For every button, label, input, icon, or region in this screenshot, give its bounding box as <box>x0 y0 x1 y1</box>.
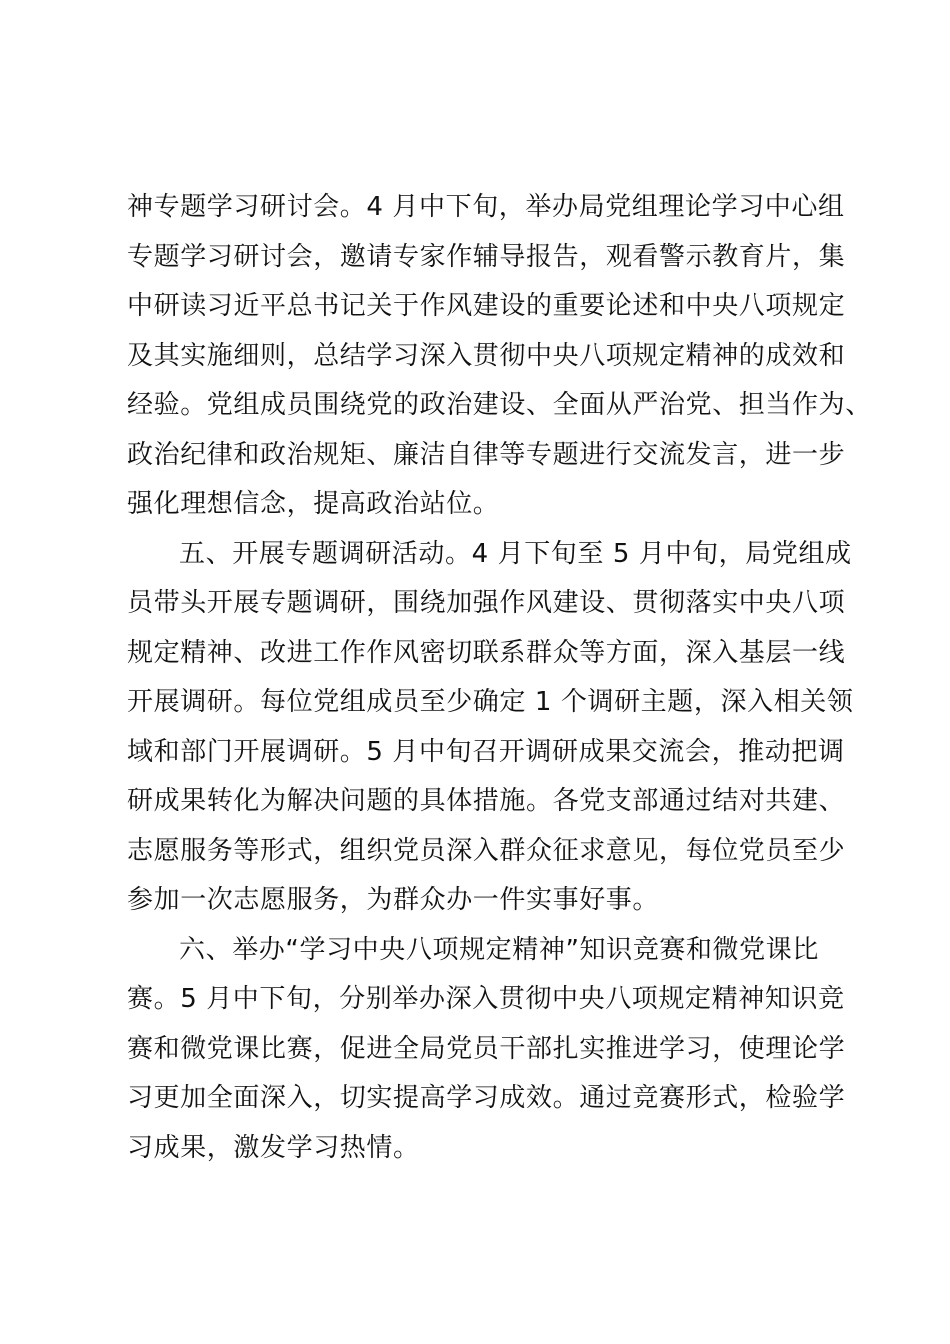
text-line: 志愿服务等形式，组织党员深入群众征求意见，每位党员至少 <box>127 835 846 866</box>
document-body <box>127 183 872 1173</box>
text-line: 赛。5 月中下旬，分别举办深入贯彻中央八项规定精神知识竞 <box>127 984 845 1014</box>
text-line: 员带头开展专题调研，围绕加强作风建设、贯彻落实中央八项 <box>127 588 846 618</box>
text-line: 六、举办“学习中央八项规定精神”知识竞赛和微党课比 <box>179 934 819 965</box>
text-line: 经验。党组成员围绕党的政治建设、全面从严治党、担当作为、 <box>127 390 872 420</box>
text-line: 专题学习研讨会，邀请专家作辅导报告，观看警示教育片，集 <box>127 241 846 272</box>
text-line: 及其实施细则，总结学习深入贯彻中央八项规定精神的成效和 <box>127 340 846 371</box>
text-line: 赛和微党课比赛，促进全局党员干部扎实推进学习，使理论学 <box>127 1033 846 1064</box>
text-line: 习更加全面深入，切实提高学习成效。通过竞赛形式，检验学 <box>127 1083 846 1113</box>
text-line: 研成果转化为解决问题的具体措施。各党支部通过结对共建、 <box>127 786 846 816</box>
text-line: 政治纪律和政治规矩、廉洁自律等专题进行交流发言，进一步 <box>127 439 846 470</box>
paragraph-research-activity <box>127 530 854 926</box>
text-line: 规定精神、改进工作作风密切联系群众等方面，深入基层一线 <box>127 637 846 668</box>
paragraph-knowledge-contest <box>127 926 846 1174</box>
text-line: 参加一次志愿服务，为群众办一件实事好事。 <box>127 885 660 915</box>
text-line: 强化理想信念，提高政治站位。 <box>127 489 500 519</box>
paragraph-study-seminar <box>127 183 872 530</box>
text-line: 神专题学习研讨会。4 月中下旬，举办局党组理论学习中心组 <box>127 192 845 222</box>
text-line: 开展调研。每位党组成员至少确定 1 个调研主题，深入相关领 <box>127 687 854 717</box>
text-line: 域和部门开展调研。5 月中旬召开调研成果交流会，推动把调 <box>127 736 845 767</box>
text-line: 习成果，激发学习热情。 <box>127 1132 420 1163</box>
text-line: 中研读习近平总书记关于作风建设的重要论述和中央八项规定 <box>127 291 846 321</box>
text-line: 五、开展专题调研活动。4 月下旬至 5 月中旬，局党组成 <box>179 538 852 569</box>
